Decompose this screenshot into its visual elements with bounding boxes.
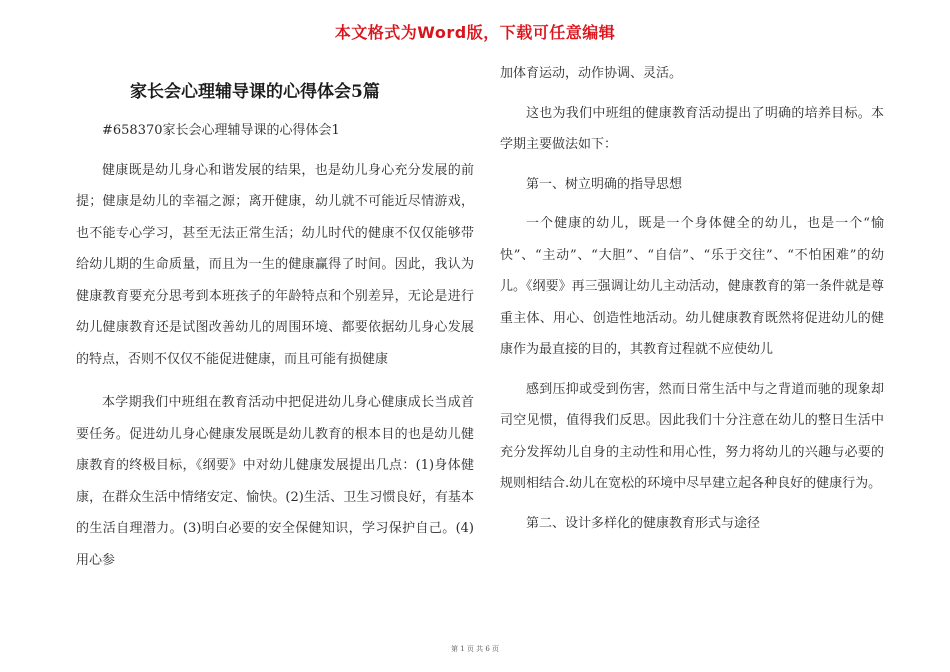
paragraph: 加体育运动，动作协调、灵活。 <box>500 66 683 81</box>
word-format-banner: 本文格式为Word版，下载可任意编辑 <box>334 23 616 42</box>
page-footer: 第 1 页 共 6 页 <box>450 645 500 653</box>
right-column <box>500 58 884 539</box>
section-heading: 第一、树立明确的指导思想 <box>526 176 683 192</box>
paragraph: 一个健康的幼儿，既是一个身体健全的幼儿，也是一个“愉快”、“主动”、“大胆”、“自信”、“乐于交往”、“不怕困难”的幼儿。《纲要》再三强调让幼儿主动活动，健康教育的第一条件就是尊重主体、用心、创造性地活动。幼儿健康教育既然将促进幼儿的健康作为最直接的目的，其教育过程就不应使幼儿 <box>500 216 884 357</box>
paragraph: 健康既是幼儿身心和谐发展的结果，也是幼儿身心充分发展的前提；健康是幼儿的幸福之源；离开健康，幼儿就不可能近尽情游戏，也不能专心学习，甚至无法正常生活；幼儿时代的健康不仅仅能够带给幼儿期的生命质量，而且为一生的健康赢得了时间。因此，我认为健康教育要充分思考到本班孩子的年龄特点和个别差异，无论是进行幼儿健康教育还是试图改善幼儿的周围环境、都要依据幼儿身心发展的特点，否则不仅仅不能促进健康，而且可能有损健康 <box>76 162 474 367</box>
section-heading: 第二、设计多样化的健康教育形式与途径 <box>526 515 761 531</box>
section-heading: #658370家长会心理辅导课的心得体会1 <box>102 123 340 138</box>
paragraph: 这也为我们中班组的健康教育活动提出了明确的培养目标。本学期主要做法如下： <box>500 105 884 152</box>
document-title: 家长会心理辅导课的心得体会5篇 <box>130 82 380 102</box>
paragraph: 感到压抑或受到伤害，然而日常生活中与之背道而驰的现象却司空见惯，值得我们反思。因此我们十分注意在幼儿的整日生活中充分发挥幼儿自身的主动性和用心性，努力将幼儿的兴趣与必要的规则相结合.幼儿在宽松的环境中尽早建立起各种良好的健康行为。 <box>500 381 884 491</box>
left-column <box>76 115 474 576</box>
paragraph: 本学期我们中班组在教育活动中把促进幼儿身心健康成长当成首要任务。促进幼儿身心健康发展既是幼儿教育的根本目的也是幼儿健康教育的终极目标，《纲要》中对幼儿健康发展提出几点：(1)身体健康，在群众生活中情绪安定、愉快。(2)生活、卫生习惯良好，有基本的生活自理潜力。(3)明白必要的安全保健知识，学习保护自己。(4)用心参 <box>76 395 474 568</box>
